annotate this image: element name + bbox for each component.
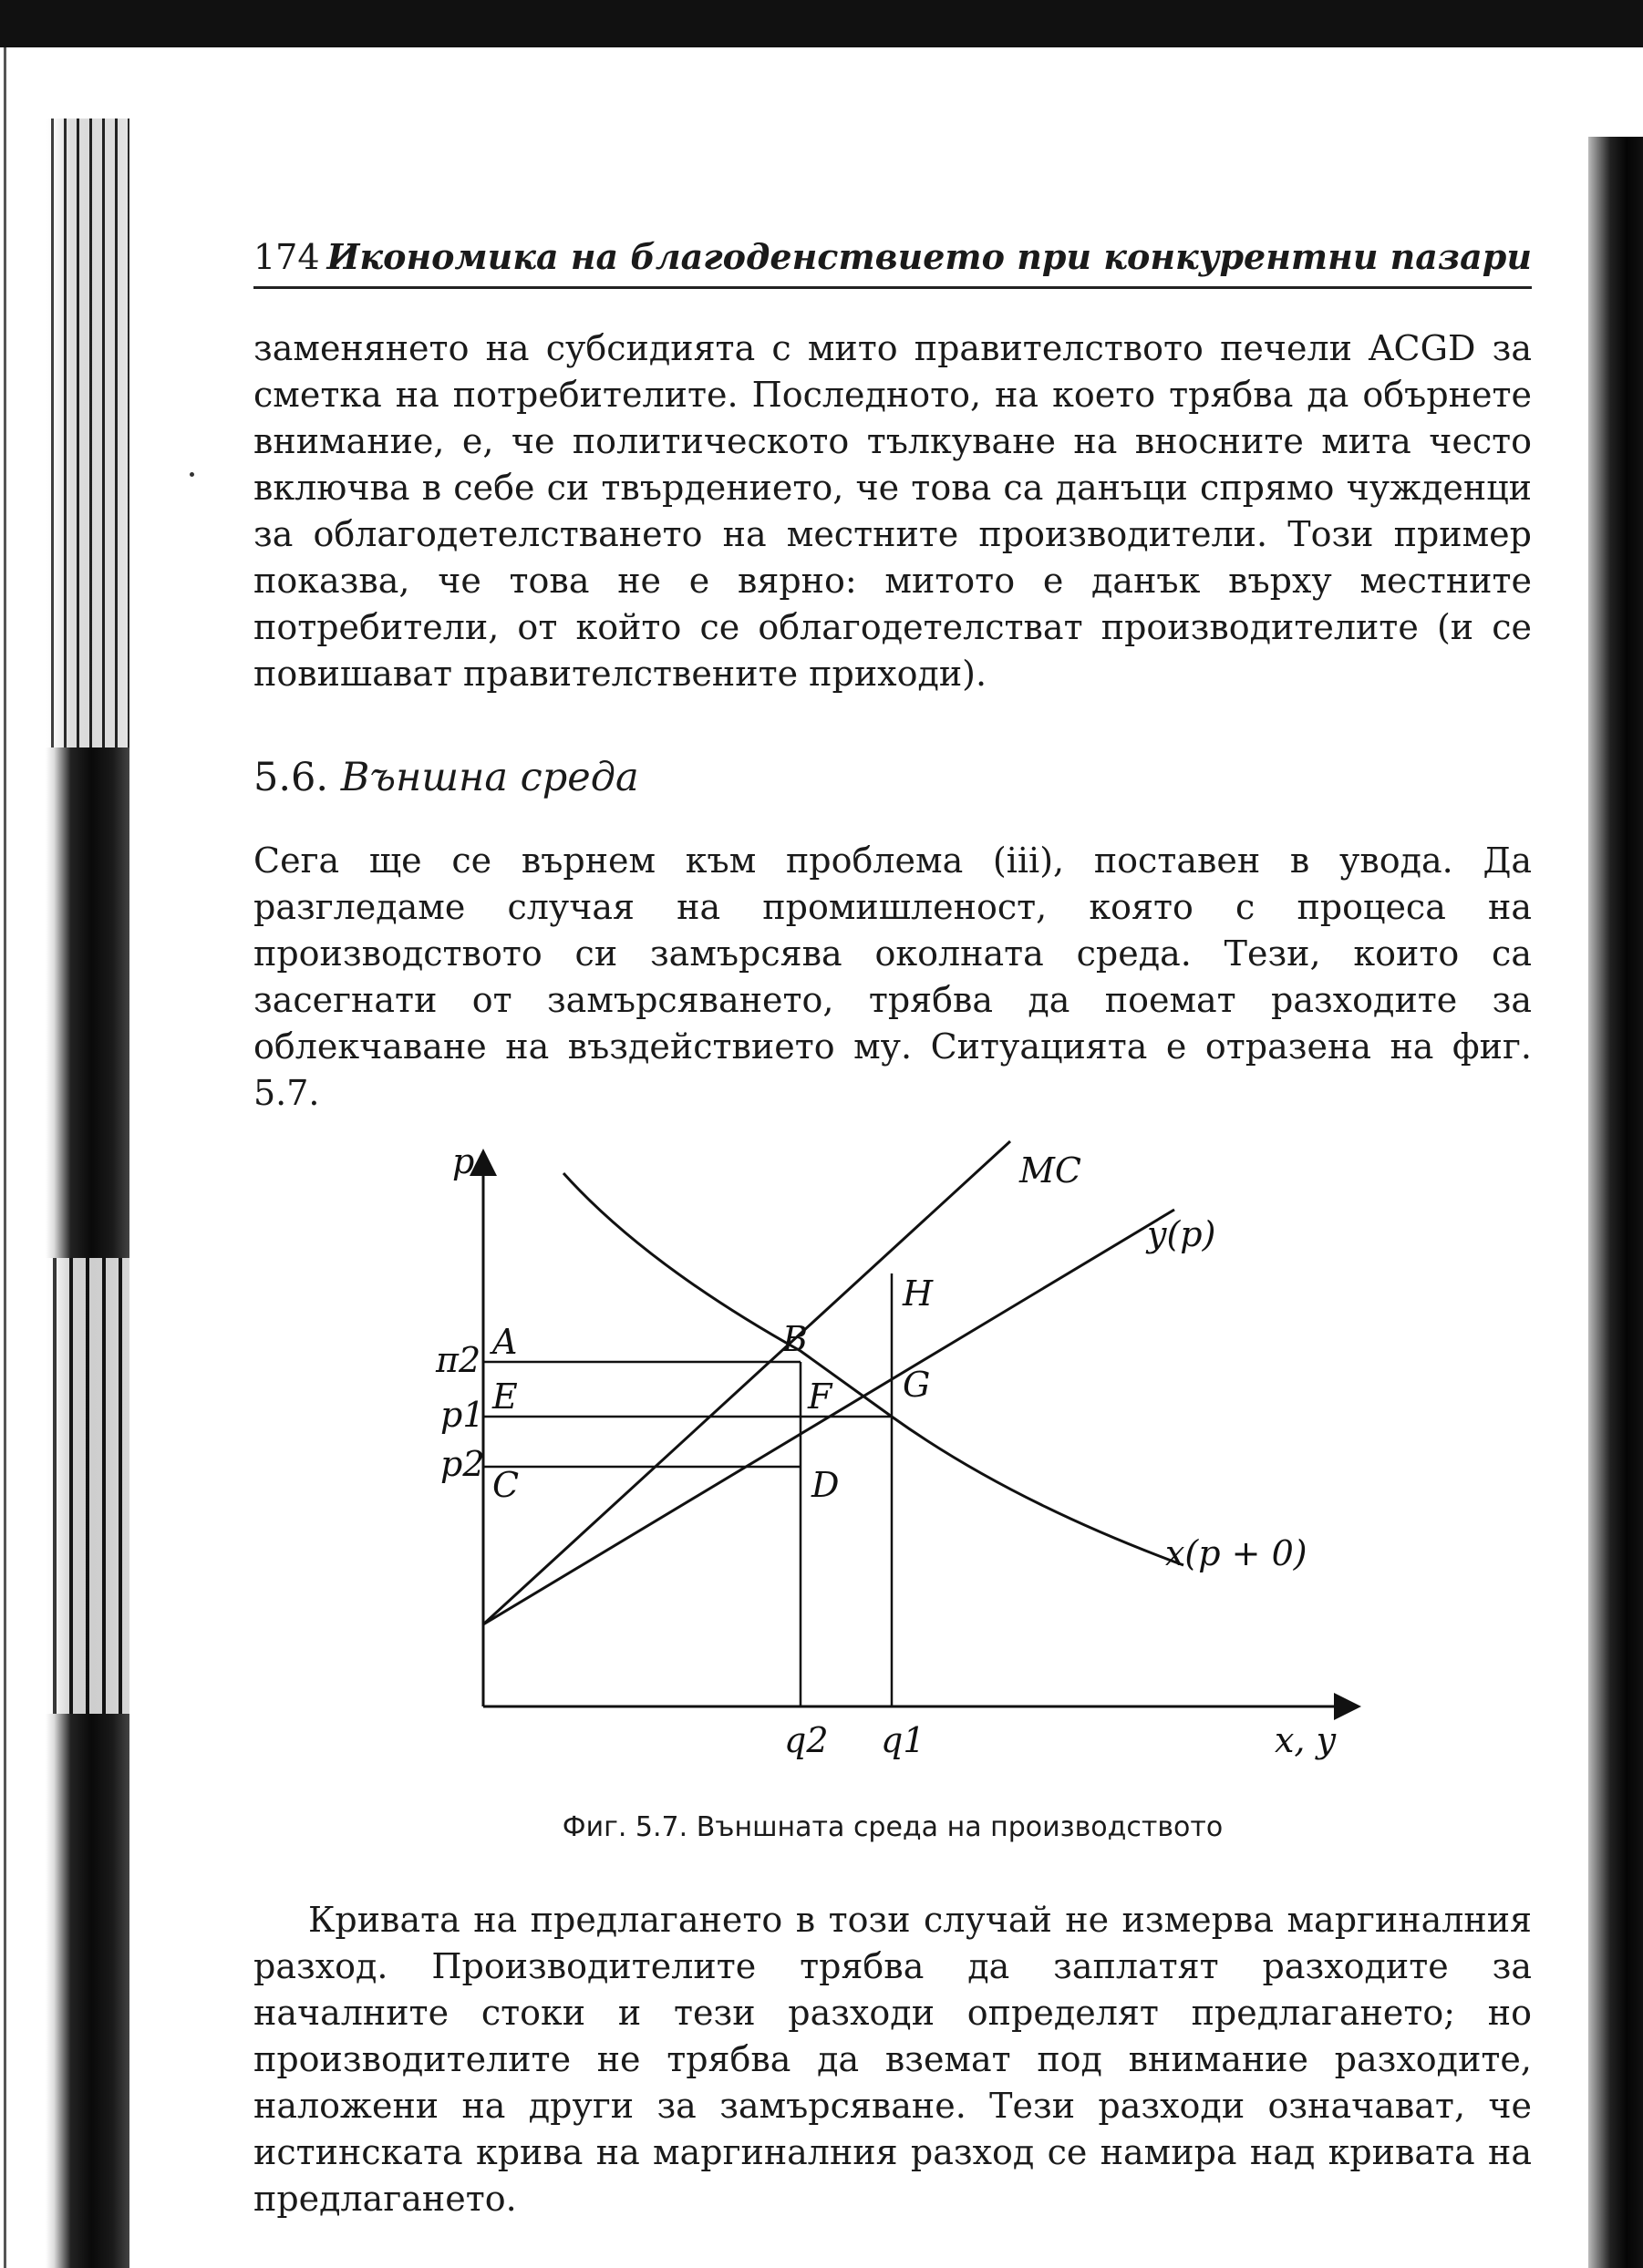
book-page: [253, 228, 1532, 2222]
demand-curve: [563, 1173, 1183, 1565]
point-label-c: C: [492, 1465, 520, 1505]
section-heading: [253, 750, 1532, 805]
diagram-svg: [253, 1141, 1532, 1760]
point-label-d: D: [811, 1465, 840, 1505]
running-title: Икономика на благоденствието при конкурентни пазари: [326, 236, 1532, 277]
quantity-label-q2: q2: [784, 1720, 829, 1760]
point-label-f: F: [808, 1376, 832, 1417]
section-number: 5.6.: [253, 755, 329, 800]
point-label-b: B: [782, 1319, 808, 1359]
point-label-a: A: [492, 1322, 518, 1362]
scan-border-top: [0, 0, 1643, 47]
figure-caption: Фиг. 5.7. Външната среда на производството: [562, 1811, 1224, 1843]
body-paragraph-1: заменянето на субсидията с мито правителството печели ACGD за сметка на потребителите. Последното, на което трябва да обърнете внимание, е, че политическото тълкуване на вносните мита често включва в себе си твърдението, че това са данъци спрямо чужденци за облагодетелстването на местните производители. Този пример показва, че това не е вярно: митото е данък върху местните потребители, от който се облагодетелстват производителите (и се повишават правителствените приходи).: [253, 328, 1532, 694]
quantity-label-q1: q1: [881, 1720, 925, 1760]
scan-speck: [190, 472, 194, 477]
y-axis-label: p: [452, 1141, 475, 1181]
x-axis-label: x, y: [1275, 1720, 1337, 1760]
figure-externality-diagram: [253, 1141, 1532, 1802]
supply-label: y(p): [1147, 1214, 1216, 1254]
page-number: 174: [253, 237, 320, 277]
book-edge-shadow-right: [1588, 137, 1643, 2268]
point-label-e: E: [492, 1376, 518, 1417]
body-paragraph-3: Кривата на предлагането в този случай не измерва маргиналния разход. Производителите трябва да заплатят разходите за началните стоки и тези разходи определят предлагането; но производителите не трябва да вземат под внимание разходите, наложени на други за замърсяване. Тези разходи означават, че истинската крива на маргиналния разход се намира над кривата на предлагането.: [253, 1900, 1532, 2219]
book-spine-pages-left: [46, 119, 129, 747]
page-header: [253, 228, 1532, 289]
mc-curve: [483, 1141, 1010, 1624]
price-label-pi2: π2: [436, 1340, 481, 1380]
point-label-h: H: [903, 1273, 934, 1314]
mc-label: MC: [1019, 1150, 1081, 1191]
point-label-g: G: [903, 1365, 931, 1405]
scan-border-left: [4, 47, 6, 2268]
price-label-p1: p1: [440, 1395, 485, 1435]
section-title: Външна среда: [340, 755, 639, 800]
book-spine-pages-left-lower: [46, 1258, 129, 1714]
body-paragraph-2: Сега ще се върнем към проблема (iii), поставен в увода. Да разгледаме случая на промишленост, която с процеса на производството си замърсява околната среда. Тези, които са засегнати от замърсяването, трябва да поемат разходите за облекчаване на въздействието му. Ситуацията е отразена на фиг. 5.7.: [253, 840, 1532, 1113]
demand-label: x(p + 0): [1165, 1533, 1307, 1573]
price-label-p2: p2: [440, 1444, 485, 1484]
